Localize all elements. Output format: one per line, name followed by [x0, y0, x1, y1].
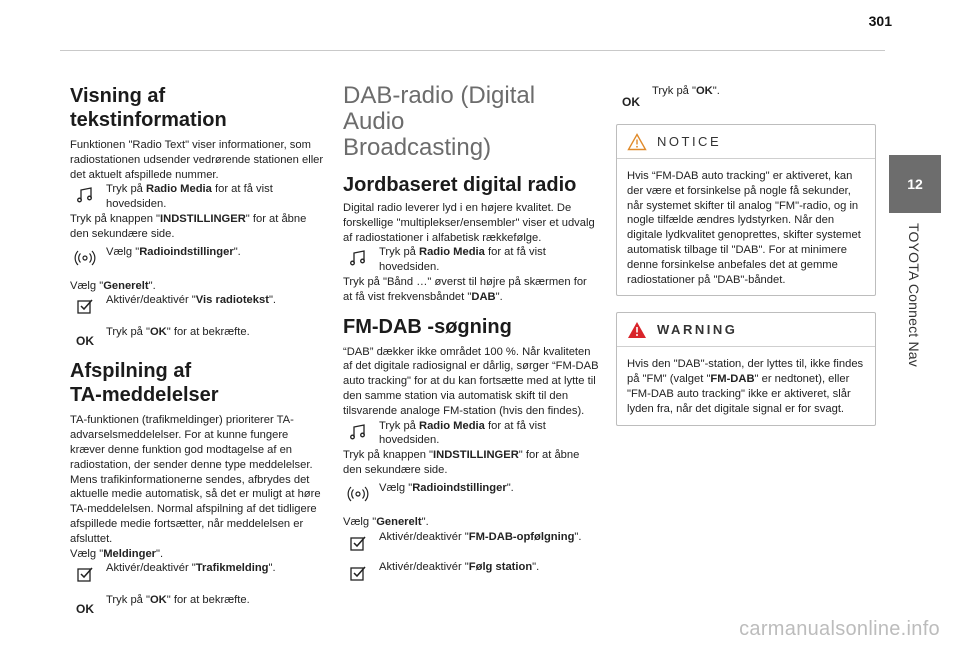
line-settings: Tryk på knappen "INDSTILLINGER" for at åbne den sekundære side.	[343, 449, 580, 476]
heading-text-info: Visning af tekstinformation	[70, 85, 227, 131]
ta-text: TA-funktionen (trafikmeldinger) prioriterer TA-advarselsmeddelelser. For at kunne fungere kræver denne funktion god modtagelse af en radiostation, der sender denne type meddelelser. Mens trafikinformationerne sendes, afbrydes det aktuelle medie automatisk, så det er muligt at høre TA-meddelelsen. Normal afspilning af det tidligere afspillede medie fortsætter, når meddelelsen er afsluttet.	[70, 414, 321, 545]
checkbox-icon	[345, 533, 371, 553]
music-note-icon	[345, 248, 371, 268]
step-radio-settings: Vælg "Radioindstillinger".	[70, 245, 326, 267]
dab-intro: Digital radio leverer lyd i en højere kvalitet. De forskellige "multiplekser/ensembler" viser et udvalg af radiostationer i alfabetisk rækkefølge.	[343, 202, 595, 244]
step-traffic: Aktivér/deaktivér "Trafikmelding".	[70, 561, 326, 583]
step-fm-dab-follow: Aktivér/deaktivér "FM-DAB-opfølgning".	[343, 530, 599, 552]
warning-box	[616, 312, 876, 425]
column-2	[343, 80, 599, 582]
line-general: Vælg "Generelt".	[343, 515, 429, 528]
watermark: carmanualsonline.info	[739, 618, 940, 640]
step-radio-media: Tryk på Radio Media for at få vist hovedsiden.	[343, 419, 599, 449]
step-ok: OK Tryk på "OK" for at bekræfte.	[70, 325, 326, 347]
chapter-tab: 12	[889, 155, 941, 213]
chapter-title	[892, 200, 936, 390]
warning-text: Hvis den "DAB"-station, der lyttes til, ikke findes på "FM" (valget "FM-DAB" er nedtonet), eller "FM-DAB auto tracking" ikke er aktiveret, slår lyden fra, når det digitale signal er for svagt.	[627, 358, 864, 415]
warning-label: WARNING	[657, 322, 738, 338]
ok-icon: OK	[76, 602, 94, 617]
heading-ta-line1: Afspilning af	[70, 360, 192, 383]
chapter-title-text: TOYOTA Connect Nav	[906, 223, 922, 367]
warning-triangle-icon	[627, 321, 647, 339]
step-ok: OK Tryk på "OK".	[616, 84, 876, 106]
heading-terrestrial: Jordbaseret digital radio	[343, 174, 577, 196]
step-radio-settings: Vælg "Radioindstillinger".	[343, 481, 599, 503]
line-general: Vælg "Generelt".	[70, 279, 156, 292]
heading-ta-line2: TA-meddelelser	[70, 384, 219, 407]
line-messages: Vælg "Meldinger".	[70, 547, 164, 560]
checkbox-icon	[72, 564, 98, 584]
checkbox-icon	[345, 563, 371, 583]
line-settings: Tryk på knappen "INDSTILLINGER" for at åbne den sekundære side.	[70, 212, 307, 240]
top-divider	[60, 50, 885, 51]
radio-signal-icon	[345, 484, 371, 504]
ok-icon: OK	[622, 95, 640, 109]
step-ok: OK Tryk på "OK" for at bekræfte.	[70, 593, 326, 615]
music-note-icon	[345, 422, 371, 442]
heading-fm-dab: FM-DAB -søgning	[343, 315, 512, 338]
intro-text: Funktionen "Radio Text" viser informationer, som radiostationen udsender vedrørende stationen eller det aktuelt afspillede nummer.	[70, 139, 324, 181]
column-3	[616, 80, 876, 426]
fm-dab-text: “DAB” dækker ikke området 100 %. Når kvaliteten af det digitale radiosignal er dårlig, sørger “FM-DAB auto tracking" for at du kan fortsætte med at lytte til den samme station via automatisk skift til den tilsvarende analoge FM-station (hvis den findes).	[343, 345, 599, 417]
notice-header	[617, 125, 875, 159]
checkbox-icon	[72, 296, 98, 316]
notice-box	[616, 124, 876, 296]
warning-header	[617, 313, 875, 347]
dab-title-line2: Broadcasting)	[343, 134, 492, 161]
line-band: Tryk på "Bånd …" øverst til højre på skærmen for at få vist frekvensbåndet "DAB".	[343, 275, 587, 303]
music-note-icon	[72, 185, 98, 205]
column-1	[70, 80, 326, 615]
radio-signal-icon	[72, 248, 98, 268]
ok-icon: OK	[76, 334, 94, 349]
step-radio-media: Tryk på Radio Media for at få vist hovedsiden.	[70, 182, 326, 212]
notice-text: Hvis “FM-DAB auto tracking" er aktiveret, kan der være et forsinkelse på nogle få sekunder, når systemet skifter til analog "FM"-radio, og in nogle tilfælde ændres lydstyrken. Når den digitale lydkvalitet genoprettes, skifter systemet automatisk tilbage til "DAB". For at minimere denne forsinkelse anbefales det at gemme radiostationer på "DAB"-båndet.	[627, 170, 861, 286]
page-number: 301	[868, 13, 892, 29]
notice-triangle-icon	[627, 133, 647, 151]
step-radiotext: Aktivér/deaktivér "Vis radiotekst".	[70, 293, 326, 315]
notice-label: NOTICE	[657, 134, 722, 149]
step-follow-station: Aktivér/deaktivér "Følg station".	[343, 560, 599, 582]
dab-title-line1: DAB-radio (Digital Audio	[343, 82, 536, 135]
step-radio-media: Tryk på Radio Media for at få vist hovedsiden.	[343, 245, 599, 275]
